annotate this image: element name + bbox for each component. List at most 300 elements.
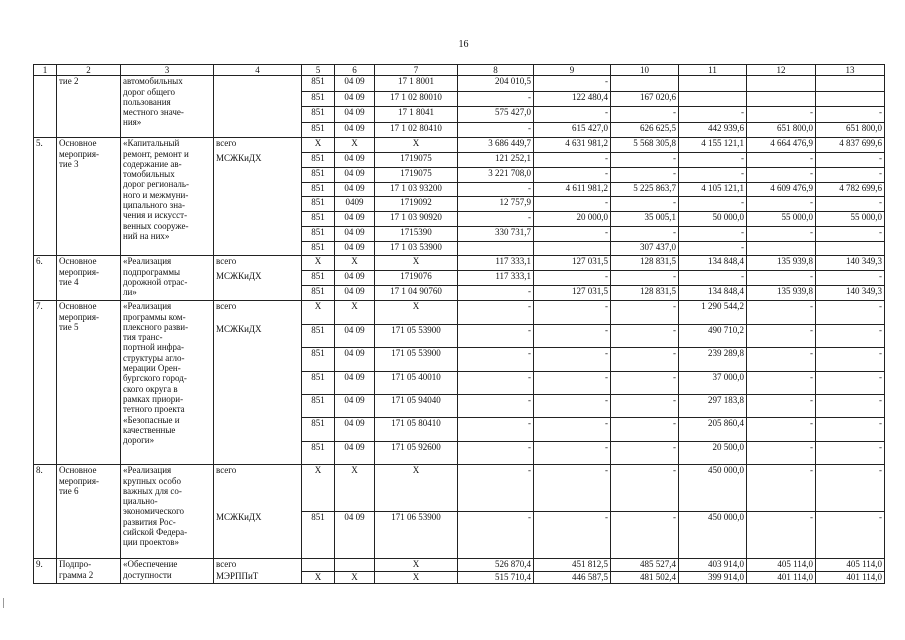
cell-13: -: [816, 197, 885, 212]
cell-10: 167 020,6: [611, 91, 679, 107]
cell-11: 37 000,0: [679, 371, 747, 394]
cell-10: -: [611, 371, 679, 394]
cell-9: 4 611 981,2: [534, 182, 611, 197]
row-number: [34, 76, 57, 138]
cell-9: -: [534, 418, 611, 441]
cell-8: -: [458, 301, 534, 324]
column-header: 1: [34, 65, 57, 76]
cell-7: 17 1 03 93200: [375, 182, 458, 197]
cell-5: 851: [302, 271, 335, 286]
cell-10: -: [611, 153, 679, 168]
cell-8: -: [458, 465, 534, 512]
cell-4: [214, 371, 302, 394]
cell-10: -: [611, 197, 679, 212]
cell-13: -: [816, 394, 885, 417]
cell-7: 17 1 02 80010: [375, 91, 458, 107]
cell-11: [679, 76, 747, 92]
cell-6: 04 09: [335, 76, 375, 92]
cell-6: 04 09: [335, 153, 375, 168]
cell-8: 117 333,1: [458, 256, 534, 271]
cell-13: -: [816, 418, 885, 441]
column-header: 11: [679, 65, 747, 76]
cell-4: [214, 394, 302, 417]
cell-9: -: [534, 107, 611, 123]
cell-4: [214, 182, 302, 197]
cell-5: Х: [302, 256, 335, 271]
cell-9: -: [534, 197, 611, 212]
cell-4: [214, 241, 302, 256]
cell-4: МСЖКиДХ: [214, 512, 302, 559]
cell-12: -: [747, 348, 816, 371]
cell-9: -: [534, 465, 611, 512]
cell-13: -: [816, 465, 885, 512]
cell-13: -: [816, 167, 885, 182]
row-number: 7.: [34, 301, 57, 465]
cell-7: 171 05 94040: [375, 394, 458, 417]
cell-9: -: [534, 394, 611, 417]
cell-10: 307 437,0: [611, 241, 679, 256]
measure-description: «Реализация подпрограммы дорожной отрас- ли»: [121, 256, 214, 301]
cell-4: МСЖКиДХ: [214, 153, 302, 168]
cell-6: 04 09: [335, 418, 375, 441]
cell-9: 127 031,5: [534, 286, 611, 301]
cell-9: 615 427,0: [534, 122, 611, 138]
cell-4: [214, 226, 302, 241]
cell-7: 1715390: [375, 226, 458, 241]
cell-8: 330 731,7: [458, 226, 534, 241]
cell-6: 04 09: [335, 271, 375, 286]
cell-11: -: [679, 197, 747, 212]
cell-11: 4 105 121,1: [679, 182, 747, 197]
cell-12: 55 000,0: [747, 212, 816, 227]
cell-10: -: [611, 226, 679, 241]
cell-12: 401 114,0: [747, 571, 816, 584]
cell-7: 1719075: [375, 167, 458, 182]
cell-12: -: [747, 465, 816, 512]
cell-12: -: [747, 394, 816, 417]
cell-13: -: [816, 512, 885, 559]
cell-10: -: [611, 465, 679, 512]
cell-13: -: [816, 153, 885, 168]
cell-9: -: [534, 153, 611, 168]
cell-12: [747, 76, 816, 92]
column-header: 4: [214, 65, 302, 76]
cell-11: -: [679, 241, 747, 256]
cell-12: 4 664 476,9: [747, 138, 816, 153]
cell-7: Х: [375, 465, 458, 512]
cell-13: 4 782 699,6: [816, 182, 885, 197]
cell-7: 1719076: [375, 271, 458, 286]
measure-description: «Капитальный ремонт, ремонт и содержание ав- томобильных дорог региональ- ного и межмуни- ципального зна- чения и искусст- венных сооруже- ний на них»: [121, 138, 214, 256]
cell-8: 121 252,1: [458, 153, 534, 168]
cell-6: 04 09: [335, 286, 375, 301]
cell-11: -: [679, 271, 747, 286]
cell-13: -: [816, 348, 885, 371]
cell-13: 55 000,0: [816, 212, 885, 227]
cell-8: -: [458, 122, 534, 138]
cell-13: 4 837 699,6: [816, 138, 885, 153]
cell-11: 239 289,8: [679, 348, 747, 371]
column-header: 7: [375, 65, 458, 76]
cell-13: [816, 91, 885, 107]
cell-9: -: [534, 167, 611, 182]
cell-5: Х: [302, 138, 335, 153]
cell-6: 04 09: [335, 348, 375, 371]
measure-description: «Обеспечение доступности: [121, 559, 214, 584]
cell-4: МСЖКиДХ: [214, 271, 302, 286]
cell-12: -: [747, 153, 816, 168]
cell-5: 851: [302, 241, 335, 256]
cell-7: 17 1 02 80410: [375, 122, 458, 138]
cell-9: -: [534, 226, 611, 241]
cell-13: 401 114,0: [816, 571, 885, 584]
margin-mark: [3, 598, 4, 608]
cell-12: [747, 241, 816, 256]
column-header: 10: [611, 65, 679, 76]
cell-12: -: [747, 418, 816, 441]
cell-12: -: [747, 167, 816, 182]
cell-6: 04 09: [335, 182, 375, 197]
row-number: 5.: [34, 138, 57, 256]
cell-11: 297 183,8: [679, 394, 747, 417]
cell-9: -: [534, 271, 611, 286]
cell-10: 626 625,5: [611, 122, 679, 138]
cell-4: [214, 348, 302, 371]
cell-5: 851: [302, 441, 335, 464]
column-header: 5: [302, 65, 335, 76]
table-row: [34, 76, 885, 92]
cell-5: 851: [302, 212, 335, 227]
budget-table: [33, 64, 885, 584]
cell-12: 4 609 476,9: [747, 182, 816, 197]
cell-12: 405 114,0: [747, 559, 816, 572]
cell-11: 403 914,0: [679, 559, 747, 572]
cell-10: -: [611, 348, 679, 371]
cell-10: -: [611, 324, 679, 347]
cell-5: 851: [302, 122, 335, 138]
cell-12: -: [747, 197, 816, 212]
cell-10: -: [611, 441, 679, 464]
cell-4: всего: [214, 256, 302, 271]
cell-7: Х: [375, 571, 458, 584]
cell-13: -: [816, 107, 885, 123]
cell-7: 171 05 80410: [375, 418, 458, 441]
cell-10: 485 527,4: [611, 559, 679, 572]
cell-10: 128 831,5: [611, 256, 679, 271]
table-row: [34, 138, 885, 153]
cell-10: -: [611, 271, 679, 286]
cell-9: 446 587,5: [534, 571, 611, 584]
cell-11: 50 000,0: [679, 212, 747, 227]
cell-5: 851: [302, 107, 335, 123]
header-row: [34, 65, 885, 76]
cell-5: Х: [302, 465, 335, 512]
cell-5: Х: [302, 571, 335, 584]
cell-13: -: [816, 371, 885, 394]
cell-6: Х: [335, 138, 375, 153]
cell-9: -: [534, 348, 611, 371]
cell-4: всего: [214, 559, 302, 572]
cell-11: 20 500,0: [679, 441, 747, 464]
cell-6: 04 09: [335, 91, 375, 107]
cell-6: 04 09: [335, 107, 375, 123]
column-header: 12: [747, 65, 816, 76]
cell-10: -: [611, 512, 679, 559]
cell-13: [816, 76, 885, 92]
cell-6: 04 09: [335, 226, 375, 241]
cell-5: 851: [302, 286, 335, 301]
page-number: 16: [458, 39, 469, 50]
cell-11: [679, 91, 747, 107]
cell-8: -: [458, 182, 534, 197]
cell-6: Х: [335, 571, 375, 584]
cell-13: 140 349,3: [816, 256, 885, 271]
cell-6: Х: [335, 465, 375, 512]
measure-name: Основное мероприя- тие 3: [57, 138, 121, 256]
cell-4: всего: [214, 465, 302, 512]
cell-4: МЭРППиТ: [214, 571, 302, 584]
cell-6: 04 09: [335, 122, 375, 138]
cell-9: 4 631 981,2: [534, 138, 611, 153]
cell-13: 651 800,0: [816, 122, 885, 138]
cell-11: 134 848,4: [679, 286, 747, 301]
cell-7: 17 1 8041: [375, 107, 458, 123]
cell-9: 451 812,5: [534, 559, 611, 572]
cell-5: Х: [302, 301, 335, 324]
cell-10: -: [611, 418, 679, 441]
cell-13: [816, 241, 885, 256]
cell-13: -: [816, 324, 885, 347]
table-row: [34, 301, 885, 324]
row-number: 8.: [34, 465, 57, 559]
cell-6: 04 09: [335, 371, 375, 394]
cell-7: Х: [375, 138, 458, 153]
measure-description: автомобильных дорог общего пользования местного значе- ния»: [121, 76, 214, 138]
cell-11: 442 939,6: [679, 122, 747, 138]
cell-6: 04 09: [335, 394, 375, 417]
cell-7: Х: [375, 256, 458, 271]
cell-7: 17 1 8001: [375, 76, 458, 92]
cell-8: -: [458, 348, 534, 371]
cell-4: [214, 107, 302, 123]
cell-4: МСЖКиДХ: [214, 324, 302, 347]
measure-name: Подпро- грамма 2: [57, 559, 121, 584]
cell-8: 12 757,9: [458, 197, 534, 212]
cell-12: 135 939,8: [747, 256, 816, 271]
cell-5: 851: [302, 394, 335, 417]
cell-6: 0409: [335, 197, 375, 212]
cell-10: -: [611, 301, 679, 324]
cell-5: 851: [302, 197, 335, 212]
cell-7: 17 1 04 90760: [375, 286, 458, 301]
table-row: [34, 559, 885, 572]
cell-8: [458, 241, 534, 256]
cell-9: 127 031,5: [534, 256, 611, 271]
cell-7: 1719075: [375, 153, 458, 168]
measure-description: «Реализация программы ком- плексного разви- тия транс- портной инфра- структуры агло- мерации Орен- бургского город- ского округа в рамках приори- тетного проекта «Безопасные и качественные дороги»: [121, 301, 214, 465]
cell-6: 04 09: [335, 512, 375, 559]
cell-11: 450 000,0: [679, 465, 747, 512]
measure-name: Основное мероприя- тие 4: [57, 256, 121, 301]
cell-10: 5 568 305,8: [611, 138, 679, 153]
cell-9: -: [534, 512, 611, 559]
cell-12: 135 939,8: [747, 286, 816, 301]
row-number: 9.: [34, 559, 57, 584]
cell-7: 171 05 53900: [375, 348, 458, 371]
cell-10: -: [611, 394, 679, 417]
cell-9: 122 480,4: [534, 91, 611, 107]
cell-8: 3 221 708,0: [458, 167, 534, 182]
column-header: 13: [816, 65, 885, 76]
cell-5: 851: [302, 348, 335, 371]
cell-8: -: [458, 212, 534, 227]
cell-10: 35 005,1: [611, 212, 679, 227]
cell-12: -: [747, 301, 816, 324]
cell-5: 851: [302, 76, 335, 92]
cell-5: 851: [302, 91, 335, 107]
cell-6: Х: [335, 256, 375, 271]
cell-11: 134 848,4: [679, 256, 747, 271]
cell-7: 171 06 53900: [375, 512, 458, 559]
cell-12: -: [747, 441, 816, 464]
cell-5: 851: [302, 418, 335, 441]
measure-name: Основное мероприя- тие 5: [57, 301, 121, 465]
cell-8: -: [458, 441, 534, 464]
cell-13: -: [816, 226, 885, 241]
cell-10: -: [611, 167, 679, 182]
cell-4: [214, 76, 302, 92]
cell-9: -: [534, 301, 611, 324]
column-header: 9: [534, 65, 611, 76]
measure-name: Основное мероприя- тие 6: [57, 465, 121, 559]
cell-5: 851: [302, 167, 335, 182]
cell-10: 5 225 863,7: [611, 182, 679, 197]
cell-7: 171 05 53900: [375, 324, 458, 347]
cell-8: 515 710,4: [458, 571, 534, 584]
cell-9: [534, 241, 611, 256]
cell-7: 171 05 40010: [375, 371, 458, 394]
cell-8: -: [458, 286, 534, 301]
cell-11: 490 710,2: [679, 324, 747, 347]
measure-description: «Реализация крупных особо важных для со- циально- экономического развития Рос- сийской Федера- ции проектов»: [121, 465, 214, 559]
cell-5: 851: [302, 371, 335, 394]
cell-12: -: [747, 271, 816, 286]
cell-4: [214, 212, 302, 227]
cell-6: 04 09: [335, 324, 375, 347]
column-header: 8: [458, 65, 534, 76]
cell-13: 140 349,3: [816, 286, 885, 301]
cell-12: [747, 91, 816, 107]
cell-8: -: [458, 394, 534, 417]
cell-12: -: [747, 324, 816, 347]
cell-8: 575 427,0: [458, 107, 534, 123]
cell-11: 450 000,0: [679, 512, 747, 559]
cell-6: [335, 559, 375, 572]
cell-6: 04 09: [335, 241, 375, 256]
cell-7: 171 05 92600: [375, 441, 458, 464]
cell-6: 04 09: [335, 212, 375, 227]
cell-10: 481 502,4: [611, 571, 679, 584]
cell-9: 20 000,0: [534, 212, 611, 227]
cell-9: -: [534, 371, 611, 394]
cell-11: 1 290 544,2: [679, 301, 747, 324]
cell-12: -: [747, 371, 816, 394]
cell-8: -: [458, 512, 534, 559]
cell-13: -: [816, 271, 885, 286]
cell-11: -: [679, 226, 747, 241]
cell-4: [214, 91, 302, 107]
cell-8: -: [458, 418, 534, 441]
cell-7: Х: [375, 559, 458, 572]
cell-5: 851: [302, 226, 335, 241]
cell-8: 204 010,5: [458, 76, 534, 92]
row-number: 6.: [34, 256, 57, 301]
table-body: [34, 65, 885, 584]
cell-10: [611, 76, 679, 92]
cell-9: -: [534, 76, 611, 92]
cell-12: -: [747, 226, 816, 241]
cell-11: 4 155 121,1: [679, 138, 747, 153]
column-header: 6: [335, 65, 375, 76]
cell-6: 04 09: [335, 441, 375, 464]
cell-4: [214, 441, 302, 464]
cell-4: всего: [214, 301, 302, 324]
cell-5: 851: [302, 512, 335, 559]
table-row: [34, 256, 885, 271]
cell-8: 526 870,4: [458, 559, 534, 572]
cell-5: 851: [302, 153, 335, 168]
cell-7: 17 1 03 53900: [375, 241, 458, 256]
cell-13: -: [816, 441, 885, 464]
cell-10: 128 831,5: [611, 286, 679, 301]
cell-7: 17 1 03 90920: [375, 212, 458, 227]
table-row: [34, 465, 885, 512]
cell-4: [214, 167, 302, 182]
cell-7: 1719092: [375, 197, 458, 212]
cell-11: -: [679, 107, 747, 123]
cell-11: -: [679, 153, 747, 168]
cell-4: [214, 197, 302, 212]
cell-4: всего: [214, 138, 302, 153]
column-header: 2: [57, 65, 121, 76]
cell-12: 651 800,0: [747, 122, 816, 138]
cell-8: 3 686 449,7: [458, 138, 534, 153]
cell-8: -: [458, 371, 534, 394]
measure-name: тие 2: [57, 76, 121, 138]
cell-11: 399 914,0: [679, 571, 747, 584]
cell-7: Х: [375, 301, 458, 324]
column-header: 3: [121, 65, 214, 76]
cell-12: -: [747, 512, 816, 559]
cell-5: [302, 559, 335, 572]
cell-11: 205 860,4: [679, 418, 747, 441]
cell-8: -: [458, 91, 534, 107]
cell-5: 851: [302, 182, 335, 197]
cell-11: -: [679, 167, 747, 182]
cell-9: -: [534, 441, 611, 464]
cell-6: 04 09: [335, 167, 375, 182]
cell-8: -: [458, 324, 534, 347]
cell-4: [214, 286, 302, 301]
cell-4: [214, 418, 302, 441]
cell-9: -: [534, 324, 611, 347]
cell-8: 117 333,1: [458, 271, 534, 286]
cell-5: 851: [302, 324, 335, 347]
cell-13: 405 114,0: [816, 559, 885, 572]
cell-6: Х: [335, 301, 375, 324]
cell-4: [214, 122, 302, 138]
cell-13: -: [816, 301, 885, 324]
